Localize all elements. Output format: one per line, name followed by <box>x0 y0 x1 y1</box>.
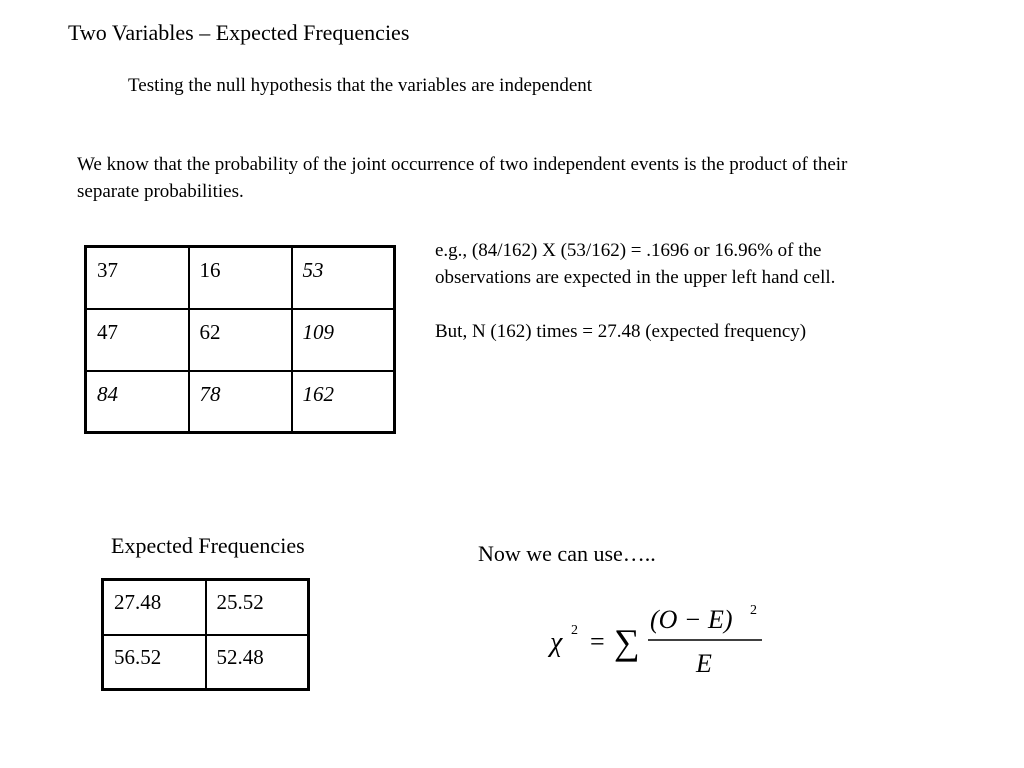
chi-exponent: 2 <box>571 623 578 638</box>
observed-frequency-table <box>84 245 396 434</box>
table-cell: 16 <box>189 247 292 309</box>
row-total-cell: 109 <box>292 309 395 371</box>
expected-frequencies-label: Expected Frequencies <box>111 533 305 558</box>
subtitle: Testing the null hypothesis that the variables are independent <box>128 75 593 96</box>
table-cell: 37 <box>86 247 189 309</box>
formula-graphic <box>540 596 780 686</box>
example-explanation <box>435 237 895 345</box>
table-row <box>86 247 395 309</box>
table-cell: 47 <box>86 309 189 371</box>
page-title: Two Variables – Expected Frequencies <box>68 20 410 45</box>
numerator: (O − E) <box>650 605 733 634</box>
table-cell: 52.48 <box>206 635 309 690</box>
now-we-can-use-text: Now we can use….. <box>478 541 656 566</box>
row-total-cell: 53 <box>292 247 395 309</box>
table-row <box>86 371 395 433</box>
table-row <box>103 635 309 690</box>
table-cell: 25.52 <box>206 580 309 635</box>
grand-total-cell: 162 <box>292 371 395 433</box>
chi-symbol: χ <box>550 627 563 658</box>
table-cell: 56.52 <box>103 635 206 690</box>
example-expected-frequency: But, N (162) times = 27.48 (expected frequency) <box>435 321 807 342</box>
table-row <box>86 309 395 371</box>
table-cell: 62 <box>189 309 292 371</box>
independence-paragraph: We know that the probability of the joint occurrence of two independent events is the product of their separate probabilities. <box>77 154 848 202</box>
expected-frequency-table <box>101 578 310 691</box>
numerator-exponent: 2 <box>750 603 757 618</box>
column-total-cell: 84 <box>86 371 189 433</box>
table-row <box>103 580 309 635</box>
denominator: E <box>696 649 712 678</box>
table-cell: 27.48 <box>103 580 206 635</box>
sigma-symbol: ∑ <box>614 622 640 662</box>
equals-sign: = <box>590 627 605 656</box>
example-calculation: e.g., (84/162) X (53/162) = .1696 or 16.96% of the observations are expected in the upper left hand cell. <box>435 240 836 288</box>
chi-square-formula <box>540 596 780 686</box>
column-total-cell: 78 <box>189 371 292 433</box>
